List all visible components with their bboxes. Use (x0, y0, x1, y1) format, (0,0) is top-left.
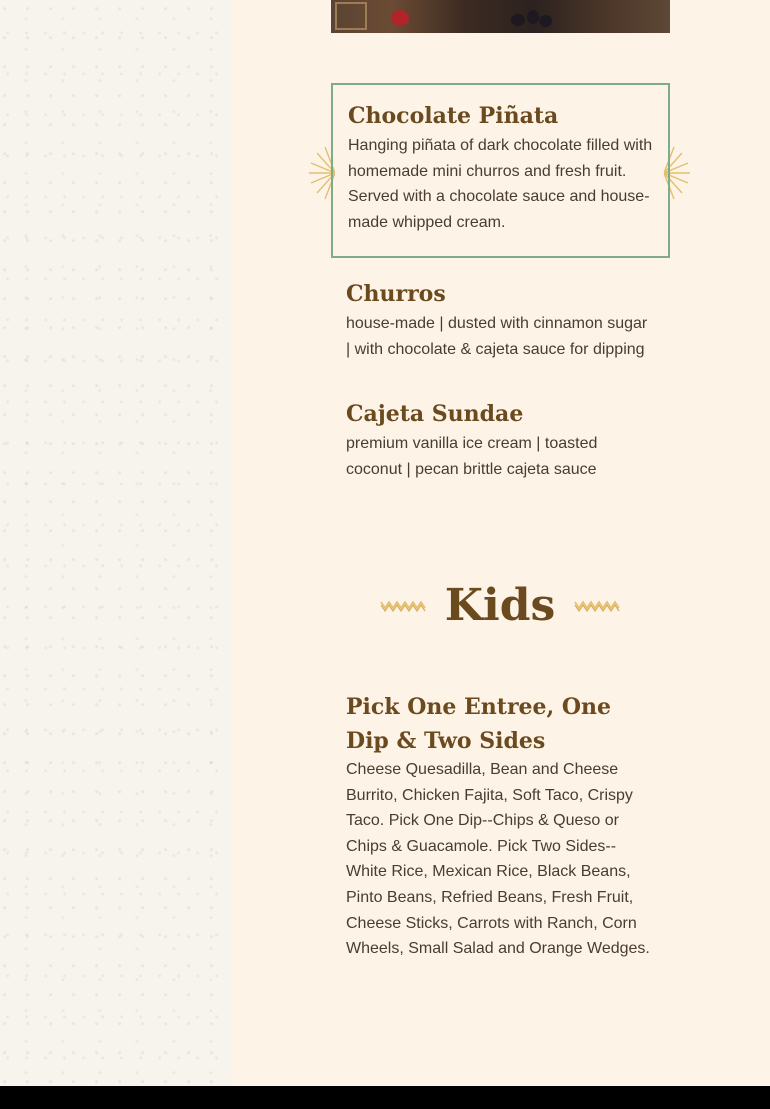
menu-item-title: Pick One Entree, One Dip & Two Sides (346, 694, 611, 754)
zigzag-icon (380, 598, 426, 612)
berry-shape (511, 14, 525, 26)
menu-item-description: Cheese Quesadilla, Bean and Cheese Burrito, Chicken Fajita, Soft Taco, Crispy Taco. Pick One Dip--Chips & Queso or Chips & Guacamole. Pick Two Sides--White Rice, Mexican Rice, Black Beans, Pinto Beans, Refried Beans, Fresh Fruit, Cheese Sticks, Carrots with Ranch, Corn Wheels, Small Salad and Orange Wedges. (346, 761, 650, 958)
footer-bar (0, 1086, 770, 1109)
berry-shape (527, 10, 539, 24)
menu-item-description: house-made | dusted with cinnamon sugar | with chocolate & cajeta sauce for dipping (346, 315, 648, 358)
zigzag-icon (574, 598, 620, 612)
menu-item-description: premium vanilla ice cream | toasted coconut | pecan brittle cajeta sauce (346, 435, 598, 478)
decorative-pattern (335, 2, 367, 30)
menu-item-title: Chocolate Piñata (348, 103, 559, 129)
berry-shape (539, 15, 552, 27)
fruit-shape (391, 10, 409, 26)
dessert-photo (331, 0, 670, 33)
paper-texture-background (0, 0, 231, 1086)
menu-item-title: Churros (346, 281, 446, 307)
menu-item-description: Hanging piñata of dark chocolate filled with homemade mini churros and fresh fruit. Served with a chocolate sauce and house-made whipped cream. (348, 137, 653, 231)
section-title-kids: Kids (444, 580, 556, 631)
menu-item-title: Cajeta Sundae (346, 401, 524, 427)
